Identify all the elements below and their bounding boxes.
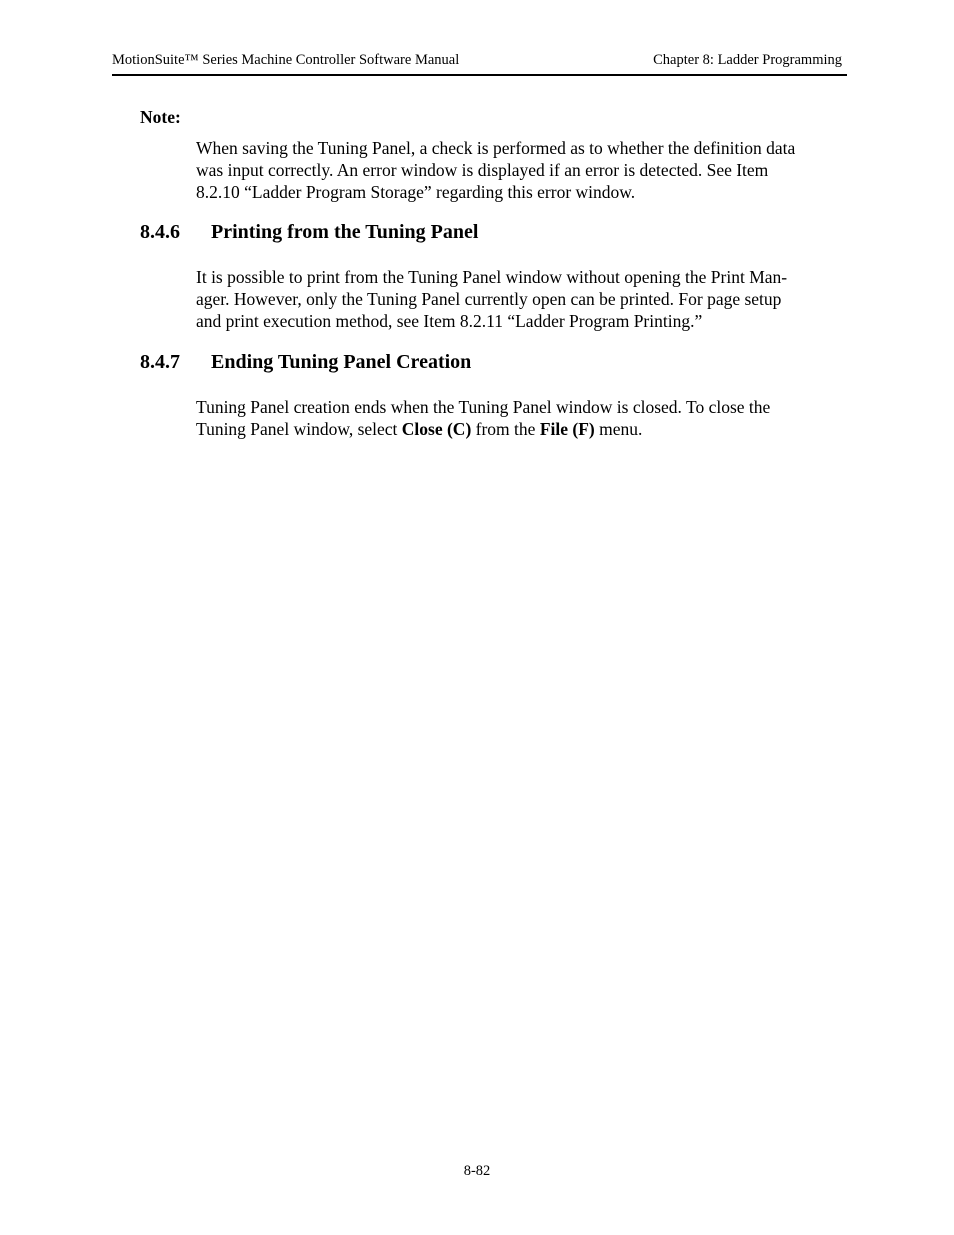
menu-command-close: Close (C) — [401, 419, 472, 439]
note-line: When saving the Tuning Panel, a check is performed as to whether the definition data — [196, 138, 796, 158]
paragraph-line: ager. However, only the Tuning Panel currently open can be printed. For page setup — [196, 289, 782, 309]
paragraph-line: It is possible to print from the Tuning Panel window without opening the Print Man- — [196, 267, 788, 287]
section-heading-8-4-6 — [140, 221, 478, 244]
section-number: 8.4.7 — [140, 351, 180, 373]
note-label: Note: — [140, 107, 181, 127]
paragraph-line: and print execution method, see Item 8.2.11 “Ladder Program Printing.” — [196, 311, 703, 331]
paragraph-line: Tuning Panel creation ends when the Tuning Panel window is closed. To close the — [196, 397, 771, 417]
section-number: 8.4.6 — [140, 221, 180, 243]
note-line: 8.2.10 “Ladder Program Storage” regarding this error window. — [196, 182, 636, 202]
text-run: from the — [471, 419, 540, 439]
section-title: Printing from the Tuning Panel — [211, 221, 479, 243]
header-chapter-title: Chapter 8: Ladder Programming — [653, 52, 842, 68]
section-8-4-6-paragraph — [196, 266, 844, 332]
page-header — [112, 50, 847, 76]
section-heading-8-4-7 — [140, 351, 471, 374]
note-line: was input correctly. An error window is displayed if an error is detected. See Item — [196, 160, 769, 180]
menu-name-file: File (F) — [539, 419, 595, 439]
text-run: Tuning Panel window, select — [196, 419, 402, 439]
header-manual-title: MotionSuite™ Series Machine Controller Software Manual — [112, 52, 460, 68]
paragraph-line — [196, 418, 844, 440]
section-8-4-7-paragraph — [196, 396, 844, 440]
note-paragraph — [196, 137, 844, 203]
text-run: menu. — [594, 419, 643, 439]
section-title: Ending Tuning Panel Creation — [211, 351, 472, 373]
page-number: 8-82 — [463, 1163, 491, 1179]
